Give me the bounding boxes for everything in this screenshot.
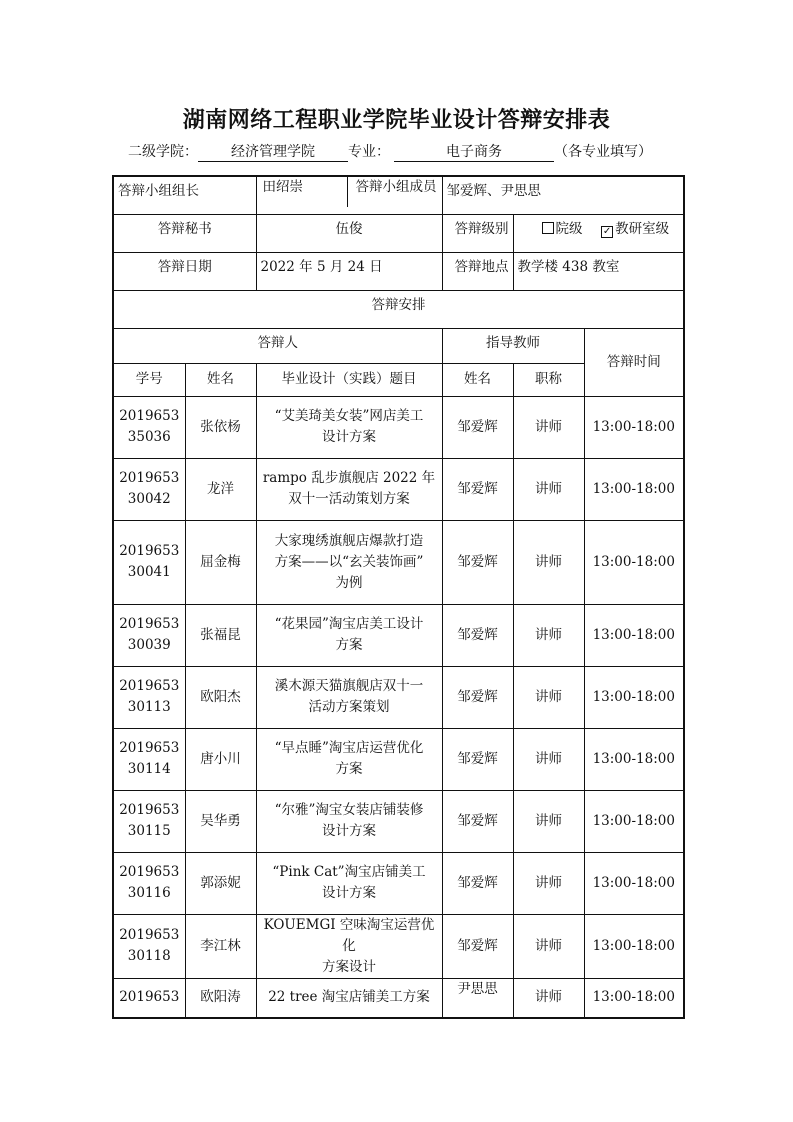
- row-advisor-name: 邹爱辉: [442, 666, 513, 728]
- row-time: 13:00-18:00: [584, 728, 684, 790]
- table-row: [113, 458, 684, 520]
- schedule-rows: [113, 396, 684, 1018]
- row-advisor-name: 邹爱辉: [442, 790, 513, 852]
- place-value: 教学楼 438 教室: [513, 252, 684, 290]
- row-advisor-title: 讲师: [513, 852, 584, 914]
- row-student-id: 2019653 35036: [113, 396, 185, 458]
- major-label: 专业：: [348, 144, 390, 160]
- table-row: [113, 520, 684, 604]
- row-student-name: 屈金梅: [185, 520, 256, 604]
- row-topic: “艾美琦美女装”网店美工 设计方案: [256, 396, 442, 458]
- leader-value: [256, 176, 442, 214]
- row-advisor-title: 讲师: [513, 914, 584, 978]
- section-title: 答辩安排: [113, 290, 684, 328]
- row-topic: 大家瑰绣旗舰店爆款打造 方案——以“玄关装饰画” 为例: [256, 520, 442, 604]
- level-options: [513, 214, 684, 252]
- row-topic: “Pink Cat”淘宝店铺美工 设计方案: [256, 852, 442, 914]
- row-time: 13:00-18:00: [584, 852, 684, 914]
- table-row: [113, 790, 684, 852]
- row-advisor-title: 讲师: [513, 790, 584, 852]
- row-student-name: 张依杨: [185, 396, 256, 458]
- table-row: [113, 396, 684, 458]
- row-advisor-name: 邹爱辉: [442, 396, 513, 458]
- table-row: [113, 666, 684, 728]
- col-advisor-title: 职称: [513, 363, 584, 396]
- secretary-label: 答辩秘书: [113, 214, 256, 252]
- row-advisor-title: 讲师: [513, 666, 584, 728]
- row-student-id: 2019653 30114: [113, 728, 185, 790]
- row-student-id: 2019653 30113: [113, 666, 185, 728]
- row-time: 13:00-18:00: [584, 604, 684, 666]
- row-topic: “尔雅”淘宝女装店铺装修 设计方案: [256, 790, 442, 852]
- row-time: 13:00-18:00: [584, 978, 684, 1018]
- row-student-name: 欧阳杰: [185, 666, 256, 728]
- col-advisor-name: 姓名: [442, 363, 513, 396]
- date-label: 答辩日期: [113, 252, 256, 290]
- college-label: 二级学院：: [128, 144, 198, 160]
- row-topic: “早点睡”淘宝店运营优化 方案: [256, 728, 442, 790]
- level-label: 答辩级别: [442, 214, 513, 252]
- row-topic: rampo 乱步旗舰店 2022 年 双十一活动策划方案: [256, 458, 442, 520]
- row-student-name: 欧阳涛: [185, 978, 256, 1018]
- col-respondent: 答辩人: [113, 328, 442, 363]
- row-topic: 22 tree 淘宝店铺美工方案: [256, 978, 442, 1018]
- row-time: 13:00-18:00: [584, 520, 684, 604]
- row-time: 13:00-18:00: [584, 666, 684, 728]
- defense-schedule-table: [112, 175, 685, 1019]
- row-advisor-name: 邹爱辉: [442, 604, 513, 666]
- leader-label: 答辩小组组长: [113, 176, 256, 214]
- row-student-id: 2019653 30116: [113, 852, 185, 914]
- info-line: [128, 141, 652, 162]
- table-row: [113, 978, 684, 1018]
- col-time: 答辩时间: [584, 328, 684, 396]
- row-advisor-name: 邹爱辉: [442, 458, 513, 520]
- row-student-id: 2019653 30039: [113, 604, 185, 666]
- secretary-value: 伍俊: [256, 214, 442, 252]
- leader-name: 田绍崇: [262, 179, 303, 195]
- row-student-id: 2019653 30118: [113, 914, 185, 978]
- level-school-checkbox[interactable]: [542, 222, 554, 234]
- row-advisor-title: 讲师: [513, 604, 584, 666]
- members-label: 答辩小组成员: [347, 176, 442, 207]
- note-label: （各专业填写）: [554, 144, 652, 160]
- row-student-name: 唐小川: [185, 728, 256, 790]
- row-time: 13:00-18:00: [584, 790, 684, 852]
- col-name: 姓名: [185, 363, 256, 396]
- row-student-name: 张福昆: [185, 604, 256, 666]
- row-topic: “花果园”淘宝店美工设计 方案: [256, 604, 442, 666]
- row-advisor-title: 讲师: [513, 520, 584, 604]
- row-advisor-name: 邹爱辉: [442, 852, 513, 914]
- level-dept-checkbox[interactable]: ✓: [602, 225, 612, 237]
- col-topic: 毕业设计（实践）题目: [256, 363, 442, 396]
- row-advisor-name: 邹爱辉: [442, 520, 513, 604]
- row-time: 13:00-18:00: [584, 396, 684, 458]
- row-time: 13:00-18:00: [584, 458, 684, 520]
- row-advisor-name: 邹爱辉: [442, 914, 513, 978]
- row-advisor-title: 讲师: [513, 728, 584, 790]
- row-student-id: 2019653 30041: [113, 520, 185, 604]
- row-student-name: 李江林: [185, 914, 256, 978]
- major-value: 电子商务: [394, 144, 554, 162]
- row-topic: KOUEMGI 空味淘宝运营优化 方案设计: [256, 914, 442, 978]
- row-student-name: 吴华勇: [185, 790, 256, 852]
- row-topic: 溪木源天猫旗舰店双十一 活动方案策划: [256, 666, 442, 728]
- row-advisor-title: 讲师: [513, 396, 584, 458]
- date-value: 2022 年 5 月 24 日: [256, 252, 442, 290]
- col-student-id: 学号: [113, 363, 185, 396]
- row-advisor-title: 讲师: [513, 978, 584, 1018]
- members-value: 邹爱辉、尹思思: [442, 176, 684, 214]
- college-value: 经济管理学院: [198, 144, 348, 162]
- page-title: 湖南网络工程职业学院毕业设计答辩安排表: [182, 107, 611, 133]
- row-advisor-name: 邹爱辉: [442, 728, 513, 790]
- level-dept-label: 教研室级: [615, 220, 670, 237]
- table-row: [113, 914, 684, 978]
- row-student-name: 龙洋: [185, 458, 256, 520]
- col-advisor: 指导教师: [442, 328, 584, 363]
- row-student-id: 2019653: [113, 978, 185, 1018]
- table-row: [113, 604, 684, 666]
- table-row: [113, 852, 684, 914]
- row-time: 13:00-18:00: [584, 914, 684, 978]
- table-row: [113, 728, 684, 790]
- row-advisor-title: 讲师: [513, 458, 584, 520]
- place-label: 答辩地点: [442, 252, 513, 290]
- row-student-id: 2019653 30115: [113, 790, 185, 852]
- row-student-id: 2019653 30042: [113, 458, 185, 520]
- row-advisor-name: 尹思思: [442, 978, 513, 1018]
- level-school-label: 院级: [555, 220, 583, 237]
- row-student-name: 郭添妮: [185, 852, 256, 914]
